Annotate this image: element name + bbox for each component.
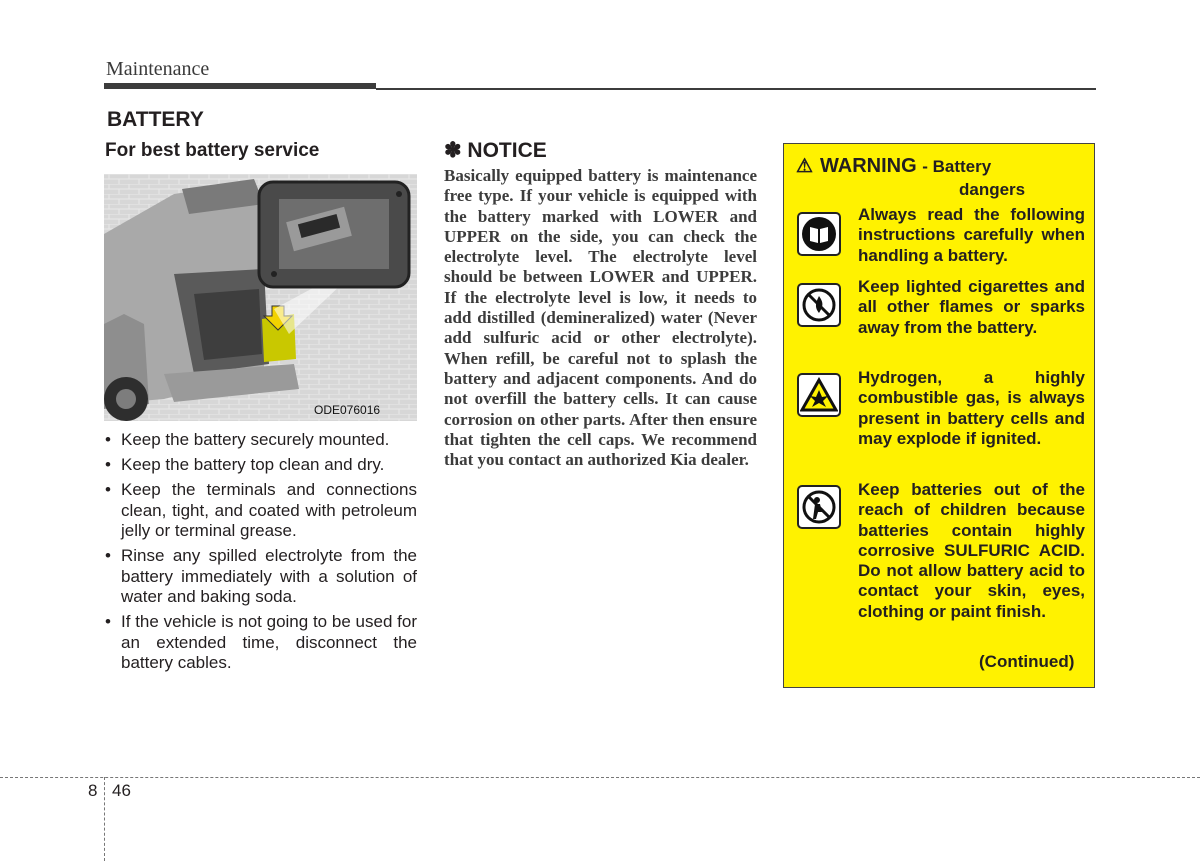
list-item: • Rinse any spilled electrolyte from the battery immediately with a solution of water and baking soda.	[105, 546, 417, 608]
footer-vertical-divider	[104, 777, 105, 861]
notice-heading: ✽ NOTICE	[444, 139, 547, 162]
battery-location-figure	[104, 174, 417, 421]
header-rule-thick	[104, 83, 376, 89]
continued-label: (Continued)	[979, 652, 1075, 671]
read-manual-icon	[797, 212, 841, 256]
explosion-hazard-icon	[797, 373, 841, 417]
list-item: • Keep the battery top clean and dry.	[105, 455, 417, 476]
no-flames-icon	[797, 283, 841, 327]
keep-away-children-icon	[797, 485, 841, 529]
warning-triangle-icon: ⚠	[796, 156, 814, 177]
warning-item-text: Always read the following instructions carefully when handling a battery.	[858, 205, 1085, 265]
battery-tips-list	[105, 430, 417, 678]
list-item: • Keep the battery securely mounted.	[105, 430, 417, 451]
notice-body: Basically equipped battery is maintenance free type. If your vehicle is equipped with the battery marked with LOWER and UPPER on the side, you can check the electrolyte level. The electrolyte level should be between LOWER and UPPER. If the electrolyte level is low, it needs to add distilled (demineralized) water (Never add sulfuric acid or other electrolyte). When refill, be careful not to splash the battery and adjacent components. And do not overfill the battery cells. It can cause corrosion on other parts. After then ensure that tighten the cell caps. We recommend that you contact an authorized Kia dealer.	[444, 166, 757, 470]
page-number: 46	[112, 781, 131, 800]
chapter-number: 8	[88, 781, 98, 800]
warning-subtitle: - Battery	[922, 157, 992, 176]
warning-item-text: Keep batteries out of the reach of children because batteries contain highly corrosive SULFURIC ACID. Do not allow battery acid to contact your skin, eyes, clothing or paint finish.	[858, 480, 1085, 621]
footer-divider	[0, 777, 1200, 778]
figure-code: ODE076016	[314, 403, 381, 417]
battery-subheading: For best battery service	[105, 140, 320, 161]
header-rule-thin	[376, 88, 1096, 90]
warning-item-text: Keep lighted cigarettes and all other flames or sparks away from the battery.	[858, 277, 1085, 337]
warning-title: WARNING	[820, 155, 917, 177]
warning-item-text: Hydrogen, a highly combustible gas, is always present in battery cells and may explode if ignited.	[858, 368, 1085, 448]
battery-heading: BATTERY	[107, 108, 204, 131]
list-item: • If the vehicle is not going to be used for an extended time, disconnect the battery cables.	[105, 612, 417, 674]
car-trunk-illustration	[104, 174, 417, 421]
warning-heading	[796, 155, 991, 178]
section-label: Maintenance	[106, 58, 210, 80]
warning-subtitle-line2: dangers	[959, 180, 1026, 199]
list-item: • Keep the terminals and connections clean, tight, and coated with petroleum jelly or terminal grease.	[105, 480, 417, 542]
